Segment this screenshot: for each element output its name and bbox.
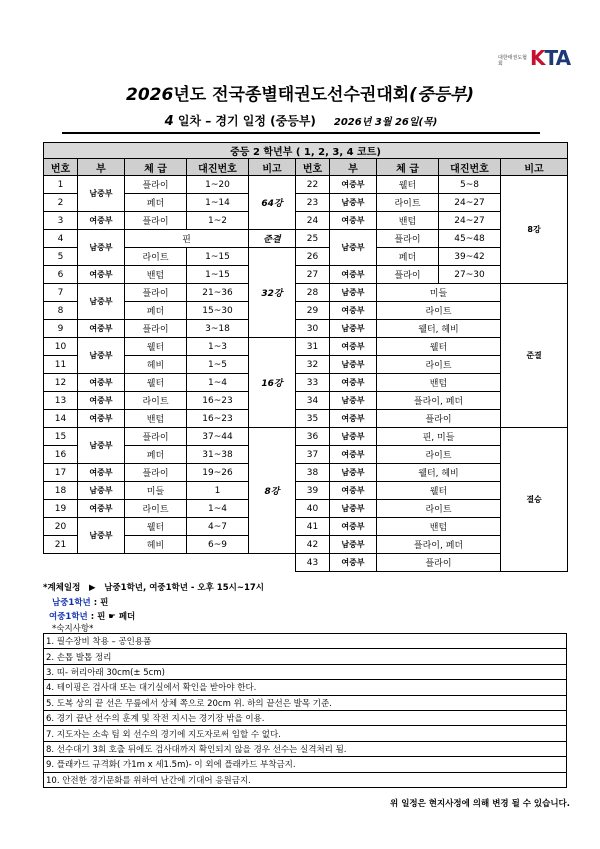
cell-weight: 웰터 [377, 176, 439, 194]
cell-weight: 라이트 [377, 194, 439, 212]
weighin-female: 여중1학년 : 핀 ☛ 페더 [49, 612, 136, 622]
cell-number: 40 [296, 500, 330, 518]
cell-division: 여중부 [78, 410, 125, 428]
cell-division: 여중부 [78, 212, 125, 230]
cell-weight: 웰터 [125, 338, 187, 356]
weighin-male: 남중1학년 : 핀 [52, 598, 109, 608]
table-row [44, 410, 568, 428]
cell-division: 남중부 [78, 338, 125, 374]
table-row [44, 176, 568, 194]
table-row [44, 518, 568, 536]
cell-division: 여중부 [330, 266, 377, 284]
cell-bracket: 1 [187, 482, 249, 500]
table-row [44, 266, 568, 284]
column-header: 체 급 [377, 159, 439, 176]
cell-weight: 플라이 [377, 266, 439, 284]
page-subtitle: 4 일차 – 경기 일정 (중등부) 2026년 3월 26일(목) [62, 112, 540, 134]
cell-weight: 플라이 [377, 554, 501, 572]
cell-number: 28 [296, 284, 330, 302]
cell-bracket: 1~14 [187, 194, 249, 212]
cell-weight: 웰터 [377, 338, 501, 356]
cell-number: 22 [296, 176, 330, 194]
cell-number: 25 [296, 230, 330, 248]
cell-weight: 페더 [377, 248, 439, 266]
table-row [44, 482, 568, 500]
cell-number: 6 [44, 266, 78, 284]
cell-weight: 플라이 [125, 212, 187, 230]
rule-item: 2. 손톱 발톱 정리 [44, 649, 567, 664]
cell-weight: 핀, 미들 [377, 428, 501, 446]
cell-number: 8 [44, 302, 78, 320]
cell-division: 남중부 [330, 194, 377, 212]
cell-weight: 라이트 [377, 500, 501, 518]
column-header: 대진번호 [439, 159, 501, 176]
column-header: 부 [330, 159, 377, 176]
cell-bracket: 39~42 [439, 248, 501, 266]
cell-division: 여중부 [330, 338, 377, 356]
table-row [44, 464, 568, 482]
cell-number: 16 [44, 446, 78, 464]
cell-weight: 핀 [125, 230, 249, 248]
column-header: 번호 [296, 159, 330, 176]
cell-division: 남중부 [78, 230, 125, 266]
cell-bracket: 45~48 [439, 230, 501, 248]
cell-number: 32 [296, 356, 330, 374]
cell-weight: 라이트 [377, 356, 501, 374]
cell-bracket: 3~18 [187, 320, 249, 338]
cell-weight: 플라이 [125, 284, 187, 302]
rule-item: 8. 선수대기 3회 호출 뒤에도 검사대까지 확인되지 않을 경우 선수는 실격처리 됨. [44, 741, 567, 756]
table-row [44, 212, 568, 230]
cell-weight: 플라이 [377, 230, 439, 248]
cell-weight: 밴텀 [125, 266, 187, 284]
cell-weight: 웰터 [125, 518, 187, 536]
cell-weight: 플라이 [377, 410, 501, 428]
cell-bracket: 1~2 [187, 212, 249, 230]
table-row [44, 374, 568, 392]
cell-number: 24 [296, 212, 330, 230]
cell-number: 7 [44, 284, 78, 302]
cell-number: 20 [44, 518, 78, 536]
column-header: 비고 [501, 159, 568, 176]
cell-division: 여중부 [330, 212, 377, 230]
logo-mark: KTA [530, 46, 571, 70]
cell-round: 준결 [501, 284, 568, 428]
cell-weight: 웰터, 헤비 [377, 320, 501, 338]
cell-division: 여중부 [330, 176, 377, 194]
table-row [44, 554, 568, 572]
table-row [44, 230, 568, 248]
cell-number: 14 [44, 410, 78, 428]
weighin-line: *계체일정 ▶ 남중1학년, 여중1학년 - 오후 15시~17시 [43, 583, 264, 593]
cell-number: 9 [44, 320, 78, 338]
cell-weight: 플라이, 페더 [377, 392, 501, 410]
cell-weight: 라이트 [125, 248, 187, 266]
column-header: 비고 [249, 159, 296, 176]
cell-number: 3 [44, 212, 78, 230]
cell-bracket: 16~23 [187, 410, 249, 428]
cell-weight: 라이트 [377, 302, 501, 320]
cell-bracket: 4~7 [187, 518, 249, 536]
cell-division: 여중부 [78, 320, 125, 338]
cell-number: 43 [296, 554, 330, 572]
cell-round: 결승 [501, 428, 568, 572]
cell-weight: 라이트 [125, 392, 187, 410]
cell-weight: 플라이 [125, 320, 187, 338]
logo-org-text: 대한태권도협회 [498, 55, 527, 67]
cell-weight: 플라이 [125, 176, 187, 194]
cell-division: 여중부 [78, 500, 125, 518]
cell-number: 41 [296, 518, 330, 536]
cell-division: 여중부 [330, 518, 377, 536]
cell-number: 29 [296, 302, 330, 320]
cell-division: 남중부 [78, 482, 125, 500]
cell-round: 8강 [249, 428, 296, 554]
cell-number: 27 [296, 266, 330, 284]
cell-number: 30 [296, 320, 330, 338]
cell-round: 준결 [249, 230, 296, 248]
table-row [44, 392, 568, 410]
cell-number: 13 [44, 392, 78, 410]
column-header: 대진번호 [187, 159, 249, 176]
footer-note: 위 일정은 현지사정에 의해 변경 될 수 있습니다. [390, 799, 570, 809]
cell-weight: 플라이 [125, 464, 187, 482]
cell-division: 남중부 [78, 518, 125, 554]
cell-number: 23 [296, 194, 330, 212]
cell-bracket: 1~4 [187, 374, 249, 392]
rule-item: 9. 플래카드 규격화( 가1m x 세1.5m)- 이 외에 플래카드 부착금지. [44, 757, 567, 772]
cell-weight: 페더 [125, 194, 187, 212]
cell-weight: 미들 [377, 284, 501, 302]
rules-title: *숙지사항* [52, 624, 94, 634]
cell-number: 5 [44, 248, 78, 266]
schedule-table [43, 142, 568, 572]
column-header: 부 [78, 159, 125, 176]
cell-round: 16강 [249, 338, 296, 428]
cell-division: 남중부 [330, 464, 377, 482]
cell-weight: 웰터 [125, 374, 187, 392]
page-title: 2026년도 전국종별태권도선수권대회(중등부) [126, 85, 474, 105]
cell-bracket: 24~27 [439, 212, 501, 230]
empty-cell [44, 554, 296, 572]
cell-weight: 헤비 [125, 356, 187, 374]
cell-weight: 라이트 [377, 446, 501, 464]
cell-bracket: 1~15 [187, 248, 249, 266]
cell-division: 여중부 [78, 392, 125, 410]
rule-item: 6. 경기 끝난 선수의 훈계 및 작전 지시는 경기장 밖을 이용. [44, 710, 567, 725]
rule-item: 5. 도복 상의 끝 선은 무릎에서 상체 쪽으로 20cm 위. 하의 끝선은 발목 기준. [44, 695, 567, 710]
cell-weight: 플라이 [125, 428, 187, 446]
cell-weight: 페더 [125, 446, 187, 464]
cell-division: 여중부 [78, 464, 125, 482]
cell-weight: 페더 [125, 302, 187, 320]
cell-division: 남중부 [330, 230, 377, 266]
cell-bracket: 16~23 [187, 392, 249, 410]
cell-weight: 라이트 [125, 500, 187, 518]
cell-weight: 밴텀 [377, 212, 439, 230]
rule-item: 4. 테이핑은 검사대 또는 대기실에서 확인을 받아야 한다. [44, 680, 567, 695]
cell-bracket: 37~44 [187, 428, 249, 446]
cell-number: 31 [296, 338, 330, 356]
cell-number: 1 [44, 176, 78, 194]
rule-item: 7. 지도자는 소속 팀 외 선수의 경기에 지도자로써 임할 수 없다. [44, 726, 567, 741]
cell-division: 남중부 [78, 284, 125, 320]
cell-number: 15 [44, 428, 78, 446]
cell-bracket: 27~30 [439, 266, 501, 284]
cell-number: 34 [296, 392, 330, 410]
rule-item: 10. 안전한 경기문화를 위하여 난간에 기대어 응원금지. [44, 772, 567, 787]
cell-number: 36 [296, 428, 330, 446]
cell-weight: 헤비 [125, 536, 187, 554]
column-header: 번호 [44, 159, 78, 176]
table-row [44, 284, 568, 302]
cell-bracket: 1~5 [187, 356, 249, 374]
cell-weight: 밴텀 [377, 518, 501, 536]
cell-bracket: 15~30 [187, 302, 249, 320]
cell-number: 12 [44, 374, 78, 392]
group-header: 중등 2 학년부 ( 1, 2, 3, 4 코트) [44, 143, 568, 159]
cell-division: 남중부 [78, 428, 125, 464]
cell-number: 21 [44, 536, 78, 554]
rules-table [43, 633, 567, 788]
table-row [44, 428, 568, 446]
cell-number: 26 [296, 248, 330, 266]
cell-weight: 밴텀 [125, 410, 187, 428]
table-row [44, 338, 568, 356]
cell-bracket: 1~20 [187, 176, 249, 194]
rule-item: 1. 필수장비 착용 – 공인용품 [44, 634, 567, 649]
cell-division: 여중부 [330, 554, 377, 572]
cell-weight: 미들 [125, 482, 187, 500]
cell-division: 남중부 [330, 500, 377, 518]
cell-division: 여중부 [330, 410, 377, 428]
cell-round: 32강 [249, 248, 296, 338]
table-row [44, 500, 568, 518]
cell-division: 여중부 [330, 302, 377, 320]
cell-weight: 웰터 [377, 482, 501, 500]
cell-round: 64강 [249, 176, 296, 230]
cell-round: 8강 [501, 176, 568, 284]
cell-division: 남중부 [330, 392, 377, 410]
cell-number: 11 [44, 356, 78, 374]
cell-weight: 밴텀 [377, 374, 501, 392]
cell-division: 남중부 [330, 320, 377, 338]
cell-number: 17 [44, 464, 78, 482]
table-row [44, 320, 568, 338]
cell-bracket: 1~15 [187, 266, 249, 284]
cell-number: 19 [44, 500, 78, 518]
cell-number: 33 [296, 374, 330, 392]
cell-bracket: 1~4 [187, 500, 249, 518]
cell-division: 남중부 [78, 176, 125, 212]
cell-bracket: 1~3 [187, 338, 249, 356]
cell-number: 18 [44, 482, 78, 500]
kta-logo [498, 46, 572, 72]
cell-division: 남중부 [330, 284, 377, 302]
cell-division: 남중부 [330, 428, 377, 446]
cell-number: 37 [296, 446, 330, 464]
cell-bracket: 6~9 [187, 536, 249, 554]
cell-number: 42 [296, 536, 330, 554]
cell-bracket: 19~26 [187, 464, 249, 482]
cell-division: 여중부 [78, 266, 125, 284]
cell-bracket: 24~27 [439, 194, 501, 212]
rule-item: 3. 띠- 허리아래 30cm(± 5cm) [44, 664, 567, 679]
cell-division: 여중부 [330, 482, 377, 500]
cell-bracket: 31~38 [187, 446, 249, 464]
cell-division: 여중부 [78, 374, 125, 392]
cell-division: 여중부 [330, 374, 377, 392]
cell-bracket: 5~8 [439, 176, 501, 194]
cell-number: 38 [296, 464, 330, 482]
cell-number: 2 [44, 194, 78, 212]
cell-number: 4 [44, 230, 78, 248]
cell-number: 10 [44, 338, 78, 356]
cell-division: 여중부 [330, 446, 377, 464]
cell-weight: 플라이, 페더 [377, 536, 501, 554]
column-header: 체 급 [125, 159, 187, 176]
cell-number: 39 [296, 482, 330, 500]
cell-weight: 웰터, 헤비 [377, 464, 501, 482]
cell-division: 남중부 [330, 536, 377, 554]
cell-number: 35 [296, 410, 330, 428]
cell-bracket: 21~36 [187, 284, 249, 302]
cell-division: 남중부 [330, 356, 377, 374]
